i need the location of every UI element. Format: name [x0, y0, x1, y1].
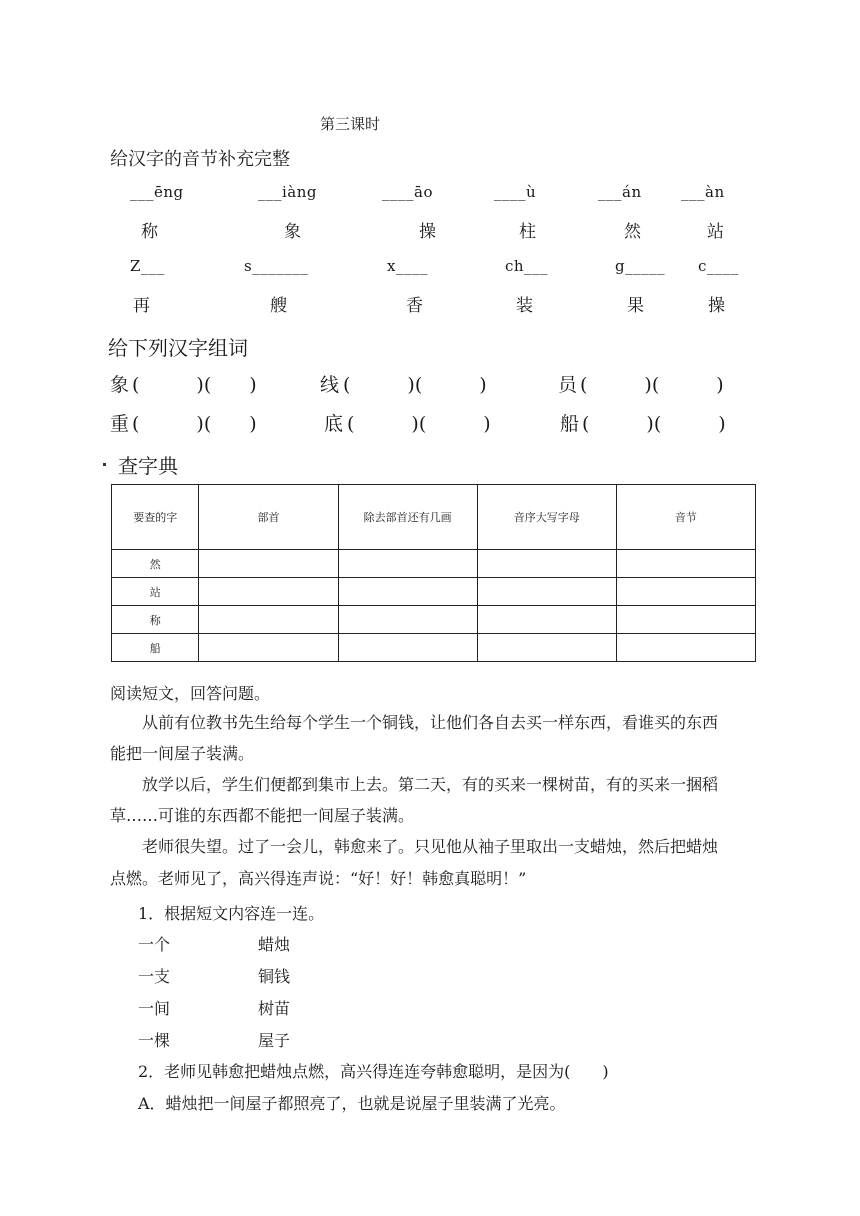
character: 柱: [519, 222, 536, 242]
table-cell-empty: [616, 578, 755, 606]
word-char: 重: [110, 413, 130, 435]
table-cell-empty: [338, 550, 477, 578]
table-header-cell: 音节: [616, 485, 755, 550]
table-cell-empty: [338, 634, 477, 662]
table-cell-empty: [199, 578, 338, 606]
word-blanks: ( )( ): [343, 374, 487, 396]
section2-heading: 给下列汉字组词: [108, 336, 248, 360]
pinyin-blank: g_____: [615, 257, 666, 275]
table-row: [112, 550, 756, 578]
pinyin-blank: x____: [387, 257, 428, 275]
table-header-cell: 部首: [199, 485, 338, 550]
match-left-item: 一支: [138, 967, 171, 986]
word-blanks: ( )( ): [132, 413, 257, 435]
table-cell-char: 船: [112, 634, 199, 662]
paragraph-line: 放学以后，学生们便都到集市上去。第二天，有的买来一棵树苗，有的买来一捆稻: [142, 775, 719, 794]
table-cell-empty: [338, 606, 477, 634]
match-left-item: 一棵: [138, 1031, 171, 1050]
pinyin-blank: s_______: [244, 257, 309, 275]
table-cell-empty: [199, 634, 338, 662]
table-cell-empty: [477, 606, 616, 634]
table-row: [112, 606, 756, 634]
table-cell-empty: [477, 550, 616, 578]
table-cell-empty: [338, 578, 477, 606]
character: 称: [141, 222, 158, 242]
match-right-item: 铜钱: [258, 967, 291, 986]
reading-intro: 阅读短文，回答问题。: [110, 684, 271, 703]
table-cell-char: 站: [112, 578, 199, 606]
section3-heading: 查字典: [118, 454, 178, 478]
pinyin-blank: ___ēng: [130, 183, 184, 201]
pinyin-blank: c____: [698, 257, 739, 275]
table-cell-empty: [616, 550, 755, 578]
word-char: 线: [320, 374, 340, 396]
table-cell-char: 然: [112, 550, 199, 578]
word-char: 象: [110, 374, 130, 396]
table-cell-empty: [199, 606, 338, 634]
table-cell-char: 称: [112, 606, 199, 634]
character: 操: [419, 222, 436, 242]
word-blanks: ( )( ): [347, 413, 491, 435]
match-right-item: 蜡烛: [258, 935, 291, 954]
question-1: 1．根据短文内容连一连。: [138, 904, 325, 923]
option-a: A．蜡烛把一间屋子都照亮了，也就是说屋子里装满了光亮。: [138, 1094, 566, 1113]
word-char: 船: [560, 413, 580, 435]
dictionary-table: [111, 484, 756, 662]
table-header-cell: 要查的字: [112, 485, 199, 550]
table-cell-empty: [616, 634, 755, 662]
paragraph-line: 从前有位教书先生给每个学生一个铜钱，让他们各自去买一样东西，看谁买的东西: [142, 713, 719, 732]
character: 再: [133, 296, 150, 316]
pinyin-blank: ch___: [505, 257, 549, 275]
match-right-item: 树苗: [258, 999, 291, 1018]
match-left-item: 一个: [138, 935, 171, 954]
character: 象: [284, 222, 301, 242]
table-header-cell: 除去部首还有几画: [338, 485, 477, 550]
pinyin-blank: ____āo: [382, 183, 433, 201]
character: 操: [708, 296, 725, 316]
table-row: [112, 634, 756, 662]
character: 香: [406, 296, 423, 316]
word-blanks: ( )( ): [582, 413, 726, 435]
table-header-cell: 音序大写字母: [477, 485, 616, 550]
word-blanks: ( )( ): [580, 374, 724, 396]
pinyin-blank: ___án: [598, 183, 642, 201]
table-header-row: [112, 485, 756, 550]
character: 然: [624, 222, 641, 242]
paragraph-line: 点燃。老师见了，高兴得连声说：“好！好！韩愈真聪明！”: [110, 869, 527, 888]
pinyin-blank: Z___: [130, 257, 165, 275]
table-cell-empty: [199, 550, 338, 578]
question-2: 2．老师见韩愈把蜡烛点燃，高兴得连连夸韩愈聪明，是因为( ): [138, 1062, 609, 1081]
section1-heading: 给汉字的音节补充完整: [110, 149, 290, 170]
table-row: [112, 578, 756, 606]
paragraph-line: 草……可谁的东西都不能把一间屋子装满。: [110, 806, 415, 825]
paragraph-line: 能把一间屋子装满。: [110, 744, 255, 763]
bullet-dot: [103, 463, 106, 466]
character: 装: [516, 296, 533, 316]
pinyin-blank: ____ù: [494, 183, 537, 201]
paragraph-line: 老师很失望。过了一会儿，韩愈来了。只见他从袖子里取出一支蜡烛，然后把蜡烛: [142, 837, 719, 856]
match-left-item: 一间: [138, 999, 171, 1018]
word-char: 底: [324, 413, 344, 435]
word-blanks: ( )( ): [132, 374, 257, 396]
table-cell-empty: [477, 578, 616, 606]
table-cell-empty: [477, 634, 616, 662]
table-cell-empty: [616, 606, 755, 634]
character: 果: [627, 296, 644, 316]
page-title: 第三课时: [320, 115, 381, 133]
word-char: 员: [558, 374, 578, 396]
pinyin-blank: ___iàng: [258, 183, 318, 201]
match-right-item: 屋子: [258, 1031, 291, 1050]
character: 艘: [270, 296, 287, 316]
character: 站: [707, 222, 724, 242]
pinyin-blank: ___àn: [681, 183, 725, 201]
